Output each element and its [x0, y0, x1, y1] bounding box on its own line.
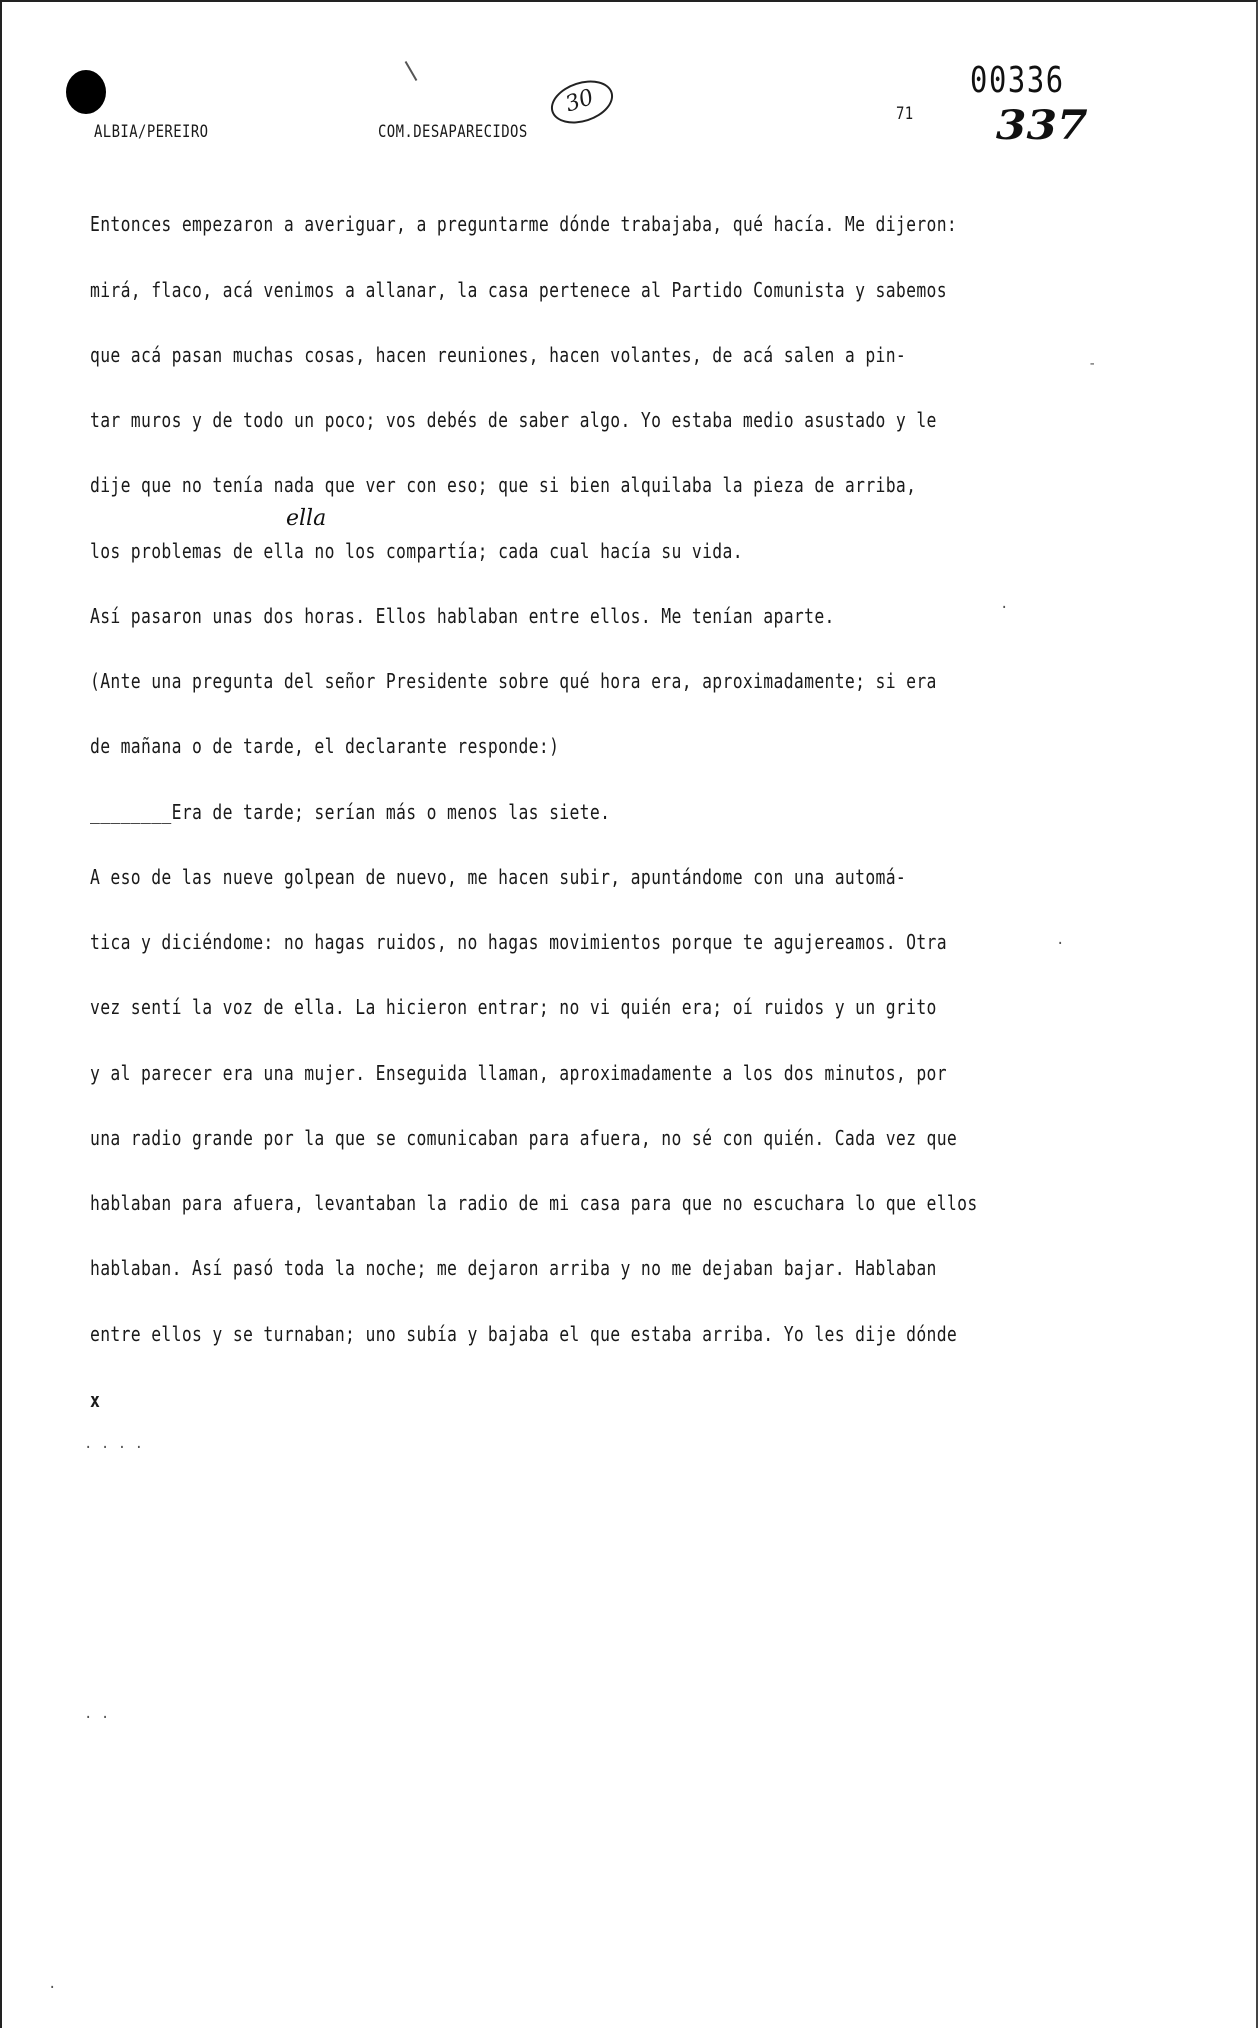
page-number: 71: [896, 104, 914, 124]
margin-speck: ·: [48, 1980, 57, 1996]
body-line: hablaban. Así pasó toda la noche; me dejaron arriba y no me dejaban bajar. Hablaban: [90, 1256, 937, 1280]
body-line: los problemas de ella no los compartía; cada cual hacía su vida.: [90, 539, 743, 563]
margin-speck: · · · ·: [84, 1440, 144, 1456]
body-line: hablaban para afuera, levantaban la radio de mi casa para que no escuchara lo que ellos: [90, 1191, 978, 1215]
body-line: entre ellos y se turnaban; uno subía y bajaba el que estaba arriba. Yo les dije dónde: [90, 1322, 958, 1346]
body-line: A eso de las nueve golpean de nuevo, me hacen subir, apuntándome con una automá-: [90, 865, 907, 889]
body-line: Así pasaron unas dos horas. Ellos hablaban entre ellos. Me tenían aparte.: [90, 604, 835, 628]
body-line: mirá, flaco, acá venimos a allanar, la casa pertenece al Partido Comunista y sabemos: [90, 278, 947, 302]
binder-hole: [66, 70, 106, 114]
body-line: dije que no tenía nada que ver con eso; que si bien alquilaba la pieza de arriba,: [90, 473, 917, 497]
body-line: (Ante una pregunta del señor Presidente sobre qué hora era, aproximadamente; si era: [90, 669, 937, 693]
body-line: ________Era de tarde; serían más o menos las siete.: [90, 800, 611, 824]
body-line: vez sentí la voz de ella. La hicieron entrar; no vi quién era; oí ruidos y un grito: [90, 995, 937, 1019]
margin-speck: · ·: [84, 1710, 110, 1726]
margin-speck: ·: [1000, 600, 1009, 616]
interlinear-handwritten-note: ella: [286, 506, 327, 531]
body-line: una radio grande por la que se comunicaban para afuera, no sé con quién. Cada vez que: [90, 1126, 958, 1150]
body-line: de mañana o de tarde, el declarante responde:): [90, 734, 560, 758]
header-commission: COM.DESAPARECIDOS: [378, 122, 528, 142]
body-line: y al parecer era una mujer. Enseguida llaman, aproximadamente a los dos minutos, por: [90, 1061, 947, 1085]
body-line: que acá pasan muchas cosas, hacen reuniones, hacen volantes, de acá salen a pin-: [90, 343, 907, 367]
body-line: tar muros y de todo un poco; vos debés de saber algo. Yo estaba medio asustado y le: [90, 408, 937, 432]
margin-speck: -: [1088, 356, 1097, 372]
margin-speck: ·: [1056, 936, 1065, 952]
folio-stamp: 00336: [970, 60, 1065, 101]
footer-mark: x: [90, 1388, 101, 1412]
body-line: Entonces empezaron a averiguar, a preguntarme dónde trabajaba, qué hacía. Me dijeron:: [90, 212, 958, 236]
circled-number: 30: [562, 84, 597, 118]
handwritten-folio: 337: [995, 102, 1088, 149]
header-author: ALBIA/PEREIRO: [94, 122, 209, 142]
body-line: tica y diciéndome: no hagas ruidos, no hagas movimientos porque te agujereamos. Otra: [90, 930, 947, 954]
